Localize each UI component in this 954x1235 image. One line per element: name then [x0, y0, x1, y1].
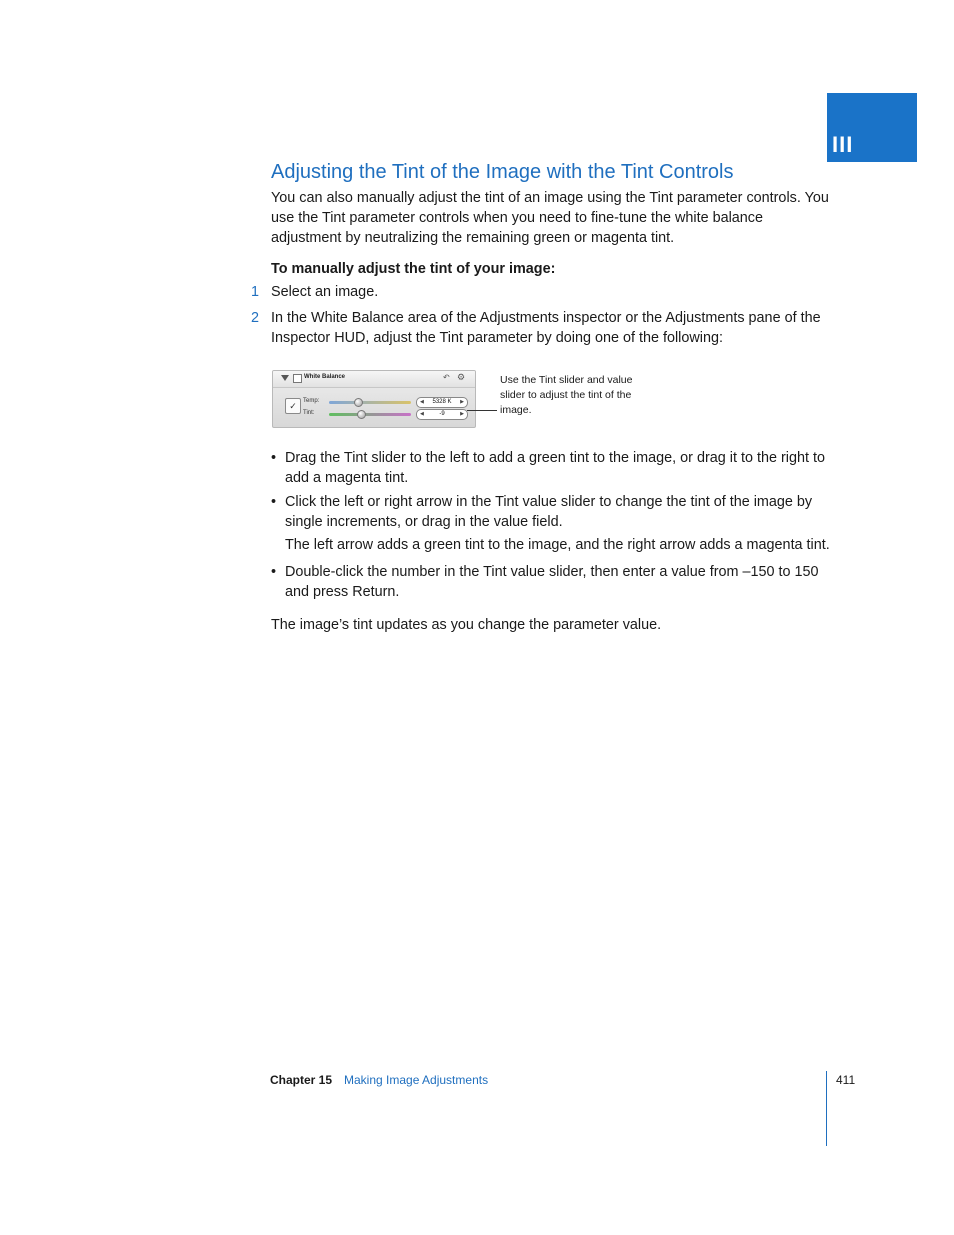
bullet-symbol: •: [271, 450, 277, 466]
temp-label: Temp:: [303, 398, 320, 404]
bullet-text: Click the left or right arrow in the Tint value slider to change the tint of the image by single increments, or drag in the value field.: [285, 494, 813, 530]
temp-slider-track: [329, 401, 411, 404]
bullet-symbol: •: [271, 564, 277, 580]
step-text: Select an image.: [271, 284, 379, 300]
callout-leader-line: [467, 410, 497, 411]
tint-value: -9: [439, 411, 445, 417]
disclosure-triangle-icon: [281, 375, 289, 381]
tint-slider-track: [329, 413, 411, 416]
white-balance-panel-screenshot: [272, 370, 476, 428]
panel-header: [273, 371, 475, 388]
page-number: 411: [836, 1073, 856, 1087]
left-arrow-icon: ◀: [420, 411, 424, 417]
temp-value-slider: [416, 397, 468, 408]
footer-chapter-title: Making Image Adjustments: [344, 1073, 489, 1087]
intro-paragraph: You can also manually adjust the tint of an image using the Tint parameter controls. You use the Tint parameter controls when you need to fine-tune the white balance adjustment by neutralizing the remaining green or magenta tint.: [271, 190, 829, 246]
temp-value: 5328 K: [432, 399, 452, 405]
footer-chapter: Chapter 15: [270, 1073, 333, 1087]
part-tab-label: III: [832, 132, 854, 157]
part-tab: [827, 93, 917, 162]
closing-paragraph: The image’s tint updates as you change the parameter value.: [271, 617, 662, 633]
tint-value-slider: [416, 409, 468, 420]
tint-slider-knob: [357, 410, 366, 419]
right-arrow-icon: ▶: [460, 399, 464, 405]
bullet-symbol: •: [271, 494, 277, 510]
footer-divider: [826, 1071, 827, 1146]
step-number: 2: [251, 310, 260, 326]
figure-callout: Use the Tint slider and value slider to adjust the tint of the image.: [500, 374, 633, 416]
step-number: 1: [251, 284, 260, 300]
right-arrow-icon: ▶: [460, 411, 464, 417]
step-text: In the White Balance area of the Adjustments inspector or the Adjustments pane of the Inspector HUD, adjust the Tint parameter by doing one of the following:: [271, 310, 821, 346]
bullet-text: Double-click the number in the Tint value slider, then enter a value from –150 to 150 and press Return.: [285, 564, 819, 600]
left-arrow-icon: ◀: [420, 399, 424, 405]
bullet-text: Drag the Tint slider to the left to add a green tint to the image, or drag it to the right to add a magenta tint.: [285, 450, 825, 486]
task-title: To manually adjust the tint of your image:: [271, 261, 556, 277]
gear-icon: ⚙: [457, 372, 466, 382]
eyedropper-icon: ✓: [285, 398, 301, 414]
checkbox-icon: [293, 374, 302, 383]
section-heading: Adjusting the Tint of the Image with the Tint Controls: [271, 161, 734, 183]
temp-slider-knob: [354, 398, 363, 407]
panel-title: White Balance: [304, 374, 346, 380]
tint-label: Tint:: [303, 410, 315, 416]
sub-paragraph: The left arrow adds a green tint to the image, and the right arrow adds a magenta tint.: [285, 537, 830, 553]
undo-icon: ↶: [443, 373, 450, 382]
